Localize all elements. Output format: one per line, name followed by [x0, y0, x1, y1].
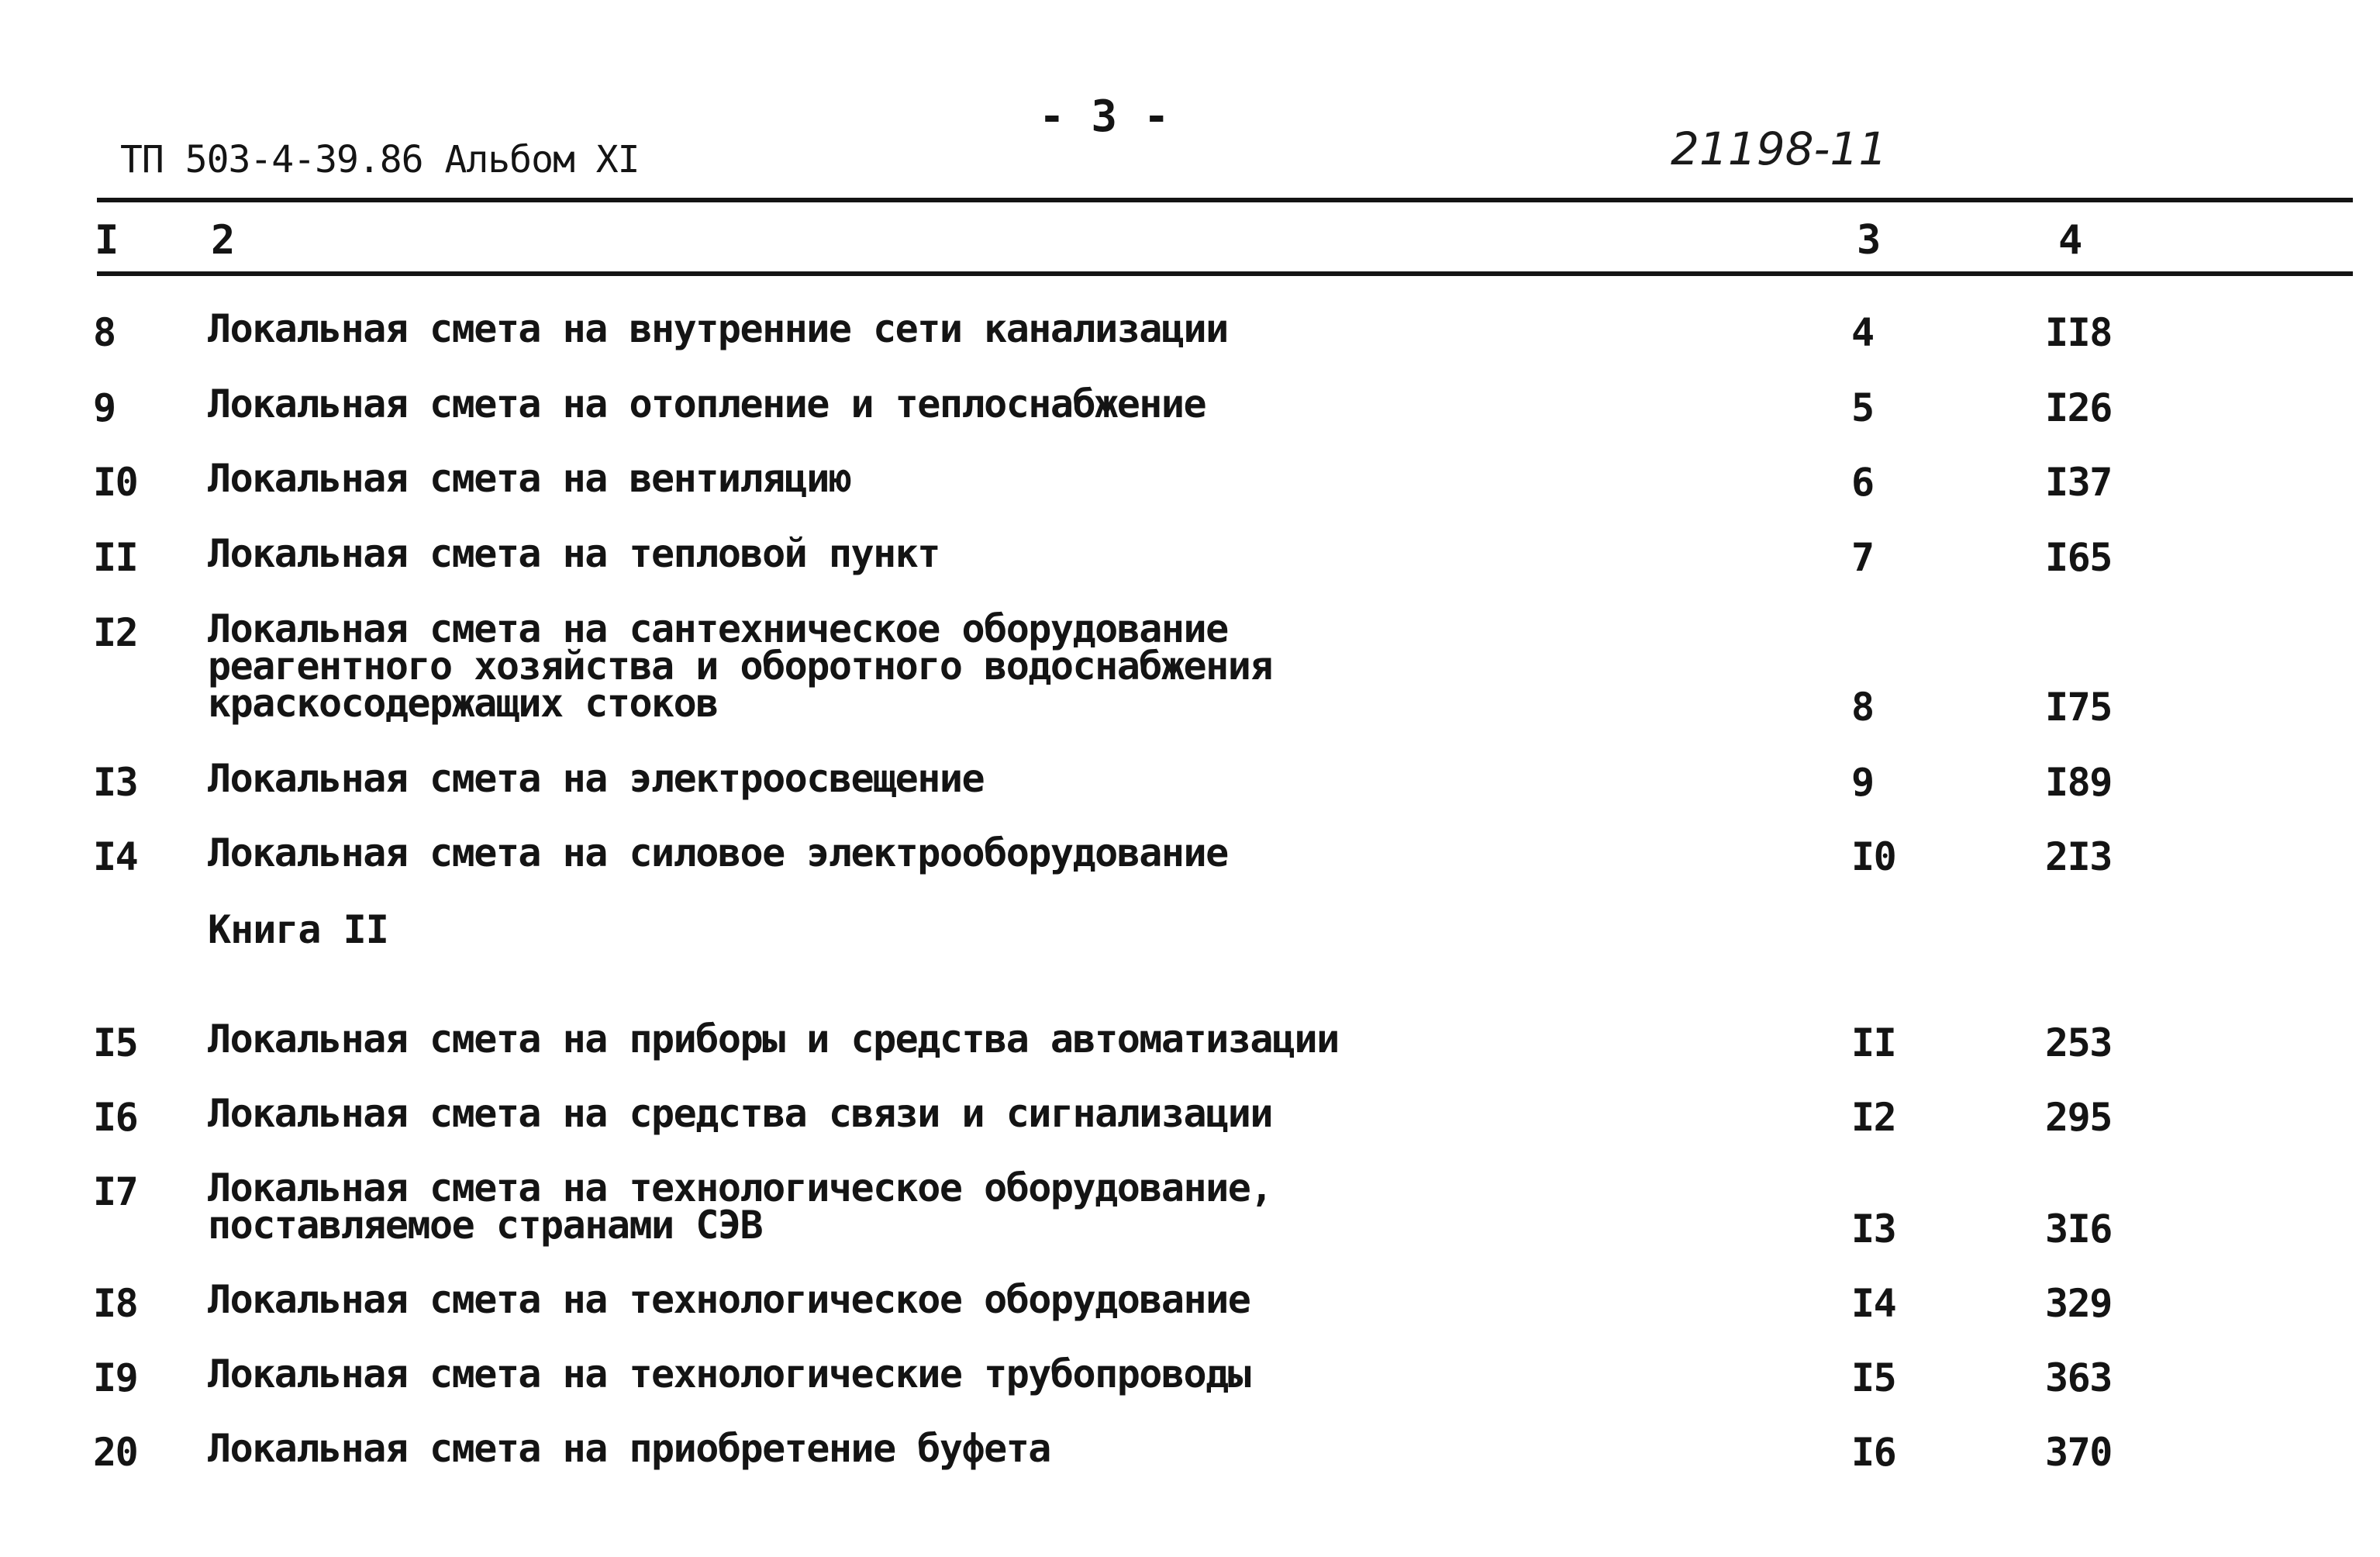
row-number: I4 [93, 834, 138, 879]
row-book-number: I3 [1851, 1207, 1896, 1251]
row-number: 20 [93, 1430, 138, 1475]
row-page-number: II8 [2045, 310, 2112, 355]
row-book-number: 5 [1851, 385, 1874, 430]
row-page-number: 3I6 [2045, 1207, 2112, 1251]
row-page-number: 329 [2045, 1281, 2112, 1326]
section-label: Книга II [208, 907, 388, 952]
row-title: Локальная смета на приобретение буфета [208, 1426, 1050, 1471]
row-page-number: 363 [2045, 1355, 2112, 1400]
row-page-number: I75 [2045, 685, 2112, 730]
row-book-number: I0 [1851, 834, 1896, 879]
row-page-number: I89 [2045, 760, 2112, 805]
archive-number: 21198-11 [1671, 123, 1888, 175]
row-title: Локальная смета на технологическое оборудование, поставляемое странами СЭВ [208, 1165, 1272, 1248]
row-number: II [93, 535, 138, 580]
row-book-number: 4 [1851, 310, 1874, 355]
row-book-number: 6 [1851, 460, 1874, 505]
row-page-number: 370 [2045, 1430, 2112, 1475]
table-top-rule [97, 198, 2353, 202]
row-title: Локальная смета на силовое электрооборудование [208, 830, 1228, 875]
row-title: Локальная смета на тепловой пункт [208, 531, 940, 576]
row-page-number: 295 [2045, 1095, 2112, 1140]
row-book-number: I2 [1851, 1095, 1896, 1140]
column-header-2: 2 [211, 217, 236, 264]
column-header-3: 3 [1857, 217, 1882, 264]
page-number: - 3 - [1039, 91, 1170, 142]
row-book-number: 7 [1851, 535, 1874, 580]
row-number: I2 [93, 610, 138, 655]
row-title: Локальная смета на сантехническое оборудование реагентного хозяйства и оборотного водоснабжения краскосодержащих стоков [208, 606, 1272, 726]
row-book-number: I4 [1851, 1281, 1896, 1326]
row-title: Локальная смета на технологические трубопроводы [208, 1352, 1250, 1396]
row-book-number: I6 [1851, 1430, 1896, 1475]
row-book-number: 9 [1851, 760, 1874, 805]
row-number: 8 [93, 310, 116, 355]
row-number: I3 [93, 760, 138, 805]
row-title: Локальная смета на вентиляцию [208, 456, 851, 501]
row-number: I0 [93, 460, 138, 505]
row-title: Локальная смета на приборы и средства автоматизации [208, 1017, 1339, 1062]
row-number: I8 [93, 1281, 138, 1326]
row-number: I5 [93, 1020, 138, 1065]
row-title: Локальная смета на средства связи и сигнализации [208, 1091, 1272, 1136]
column-header-1: I [95, 217, 119, 264]
row-number: I6 [93, 1095, 138, 1140]
row-page-number: I65 [2045, 535, 2112, 580]
row-book-number: I5 [1851, 1355, 1896, 1400]
row-number: 9 [93, 385, 116, 430]
column-header-4: 4 [2058, 217, 2083, 264]
document-code: ТП 503-4-39.86 Альбом XI [120, 138, 640, 181]
row-book-number: II [1851, 1020, 1896, 1065]
row-number: I9 [93, 1355, 138, 1400]
row-page-number: I37 [2045, 460, 2112, 505]
row-title: Локальная смета на технологическое оборудование [208, 1277, 1250, 1322]
row-page-number: 2I3 [2045, 834, 2112, 879]
row-title: Локальная смета на электроосвещение [208, 756, 985, 801]
table-header-rule [97, 271, 2353, 276]
row-book-number: 8 [1851, 685, 1874, 730]
row-title: Локальная смета на отопление и теплоснабжение [208, 381, 1206, 426]
row-page-number: 253 [2045, 1020, 2112, 1065]
row-number: I7 [93, 1169, 138, 1214]
row-title: Локальная смета на внутренние сети канализации [208, 306, 1228, 351]
row-page-number: I26 [2045, 385, 2112, 430]
